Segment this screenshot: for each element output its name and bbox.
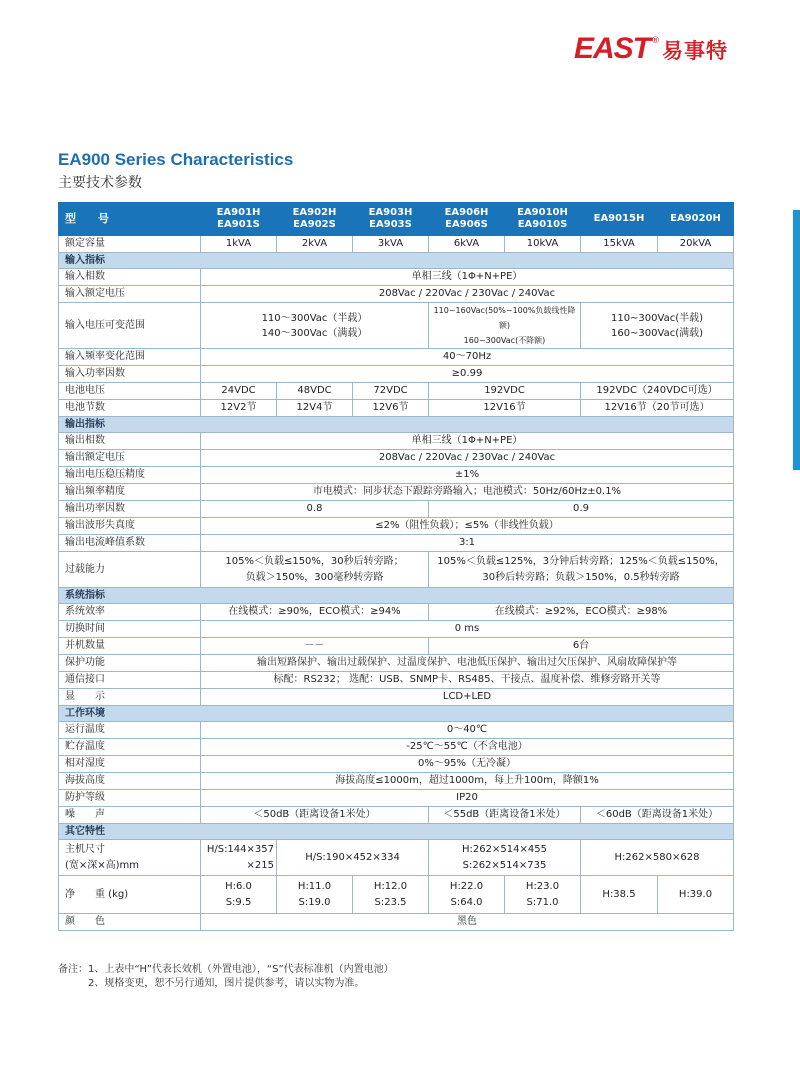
header-model: EA903H EA903S bbox=[353, 203, 429, 236]
table-row bbox=[59, 621, 734, 638]
row-label: 颜 色 bbox=[59, 914, 201, 931]
cell: ≥0.99 bbox=[201, 366, 734, 383]
cell: H:23.0 S:71.0 bbox=[505, 876, 581, 914]
cell: 208Vac / 220Vac / 230Vac / 240Vac bbox=[201, 450, 734, 467]
row-label: 输出频率精度 bbox=[59, 484, 201, 501]
row-label: 输入电压可变范围 bbox=[59, 303, 201, 349]
page-subtitle: 主要技术参数 bbox=[58, 175, 142, 191]
table-row bbox=[59, 756, 734, 773]
page-title: EA900 Series Characteristics bbox=[58, 150, 294, 169]
cell: 110~300Vac(半载) 160~300Vac(满载) bbox=[581, 303, 734, 349]
table-row bbox=[59, 518, 734, 535]
section-title-other: 其它特性 bbox=[59, 824, 734, 840]
cell: 2kVA bbox=[277, 236, 353, 253]
cell: ≤2%（阻性负载）；≤5%（非线性负载） bbox=[201, 518, 734, 535]
row-label: 防护等级 bbox=[59, 790, 201, 807]
row-label: 相对湿度 bbox=[59, 756, 201, 773]
cell: 12V6节 bbox=[353, 400, 429, 417]
cell: 192VDC（240VDC可选） bbox=[581, 383, 734, 400]
cell: ＜50dB（距离设备1米处） bbox=[201, 807, 429, 824]
table-row bbox=[59, 450, 734, 467]
footnote-line: 备注：1、上表中“H”代表长效机（外置电池），“S”代表标准机（内置电池） bbox=[58, 964, 394, 975]
cell: H:11.0 S:19.0 bbox=[277, 876, 353, 914]
cell: ＜60dB（距离设备1米处） bbox=[581, 807, 734, 824]
cell: 72VDC bbox=[353, 383, 429, 400]
cell: 0.9 bbox=[429, 501, 734, 518]
cell: H:39.0 bbox=[658, 876, 734, 914]
footnote-line: 2、规格变更，恕不另行通知，图片提供参考，请以实物为准。 bbox=[58, 978, 365, 989]
row-label: 过载能力 bbox=[59, 552, 201, 588]
section-title-output: 输出指标 bbox=[59, 417, 734, 433]
row-label: 额定容量 bbox=[59, 236, 201, 253]
row-label: 输出波形失真度 bbox=[59, 518, 201, 535]
cell: 24VDC bbox=[201, 383, 277, 400]
table-row bbox=[59, 349, 734, 366]
cell: 12V4节 bbox=[277, 400, 353, 417]
cell: 12V2节 bbox=[201, 400, 277, 417]
row-label: 净 重 (kg) bbox=[59, 876, 201, 914]
header-label: 型 号 bbox=[59, 203, 201, 236]
row-label: 保护功能 bbox=[59, 655, 201, 672]
table-row bbox=[59, 790, 734, 807]
cell: 在线模式：≥92%，ECO模式：≥98% bbox=[429, 604, 734, 621]
cell: H:262×514×455 S:262×514×735 bbox=[429, 840, 581, 876]
cell: 105%＜负载≤125%，3分钟后转旁路；125%＜负载≤150%， 30秒后转旁路；负载＞150%，0.5秒转旁路 bbox=[429, 552, 734, 588]
table-row bbox=[59, 467, 734, 484]
cell: 40～70Hz bbox=[201, 349, 734, 366]
row-label: 系统效率 bbox=[59, 604, 201, 621]
cell: 105%＜负载≤150%，30秒后转旁路； 负载＞150%，300毫秒转旁路 bbox=[201, 552, 429, 588]
row-label: 通信接口 bbox=[59, 672, 201, 689]
cell: 单相三线（1Φ+N+PE） bbox=[201, 269, 734, 286]
cell: H:38.5 bbox=[581, 876, 658, 914]
registered-mark: ® bbox=[651, 36, 660, 46]
cell: H/S:144×357 ×215 bbox=[201, 840, 277, 876]
section-row bbox=[59, 417, 734, 433]
cell: 0～40℃ bbox=[201, 722, 734, 739]
cell: －－ bbox=[201, 638, 429, 655]
row-label: 海拔高度 bbox=[59, 773, 201, 790]
footnotes bbox=[58, 963, 394, 991]
cell: 0.8 bbox=[201, 501, 429, 518]
header-model: EA9020H bbox=[658, 203, 734, 236]
cell: 6kVA bbox=[429, 236, 505, 253]
brand-logo bbox=[574, 34, 728, 64]
cell: 1kVA bbox=[201, 236, 277, 253]
table-row bbox=[59, 552, 734, 588]
table-row bbox=[59, 638, 734, 655]
row-label: 输出额定电压 bbox=[59, 450, 201, 467]
cell: IP20 bbox=[201, 790, 734, 807]
section-row bbox=[59, 253, 734, 269]
table-row bbox=[59, 303, 734, 349]
row-label: 切换时间 bbox=[59, 621, 201, 638]
row-label: 运行温度 bbox=[59, 722, 201, 739]
cell: LCD+LED bbox=[201, 689, 734, 706]
header-model: EA906H EA906S bbox=[429, 203, 505, 236]
edge-tab-decoration bbox=[793, 210, 800, 470]
cell: 110～300Vac（半载） 140～300Vac（满载） bbox=[201, 303, 429, 349]
cell: -25℃～55℃（不含电池） bbox=[201, 739, 734, 756]
table-row bbox=[59, 840, 734, 876]
section-title-system: 系统指标 bbox=[59, 588, 734, 604]
table-row bbox=[59, 773, 734, 790]
cell: 208Vac / 220Vac / 230Vac / 240Vac bbox=[201, 286, 734, 303]
cell: 标配：RS232； 选配：USB、SNMP卡、RS485、干接点、温度补偿、维修旁路开关等 bbox=[201, 672, 734, 689]
table-row bbox=[59, 433, 734, 450]
cell: 12V16节 bbox=[429, 400, 581, 417]
cell: 110~160Vac(50%~100%负载线性降额) 160~300Vac(不降额) bbox=[429, 303, 581, 349]
cell: H:12.0 S:23.5 bbox=[353, 876, 429, 914]
table-header-row bbox=[59, 203, 734, 236]
row-label: 输出电压稳压精度 bbox=[59, 467, 201, 484]
cell: 黑色 bbox=[201, 914, 734, 931]
row-label: 输入功率因数 bbox=[59, 366, 201, 383]
cell: H/S:190×452×334 bbox=[277, 840, 429, 876]
row-label: 输出功率因数 bbox=[59, 501, 201, 518]
section-row bbox=[59, 588, 734, 604]
table-row bbox=[59, 366, 734, 383]
table-row bbox=[59, 484, 734, 501]
row-label: 电池电压 bbox=[59, 383, 201, 400]
table-row bbox=[59, 672, 734, 689]
table-row bbox=[59, 383, 734, 400]
table-row bbox=[59, 655, 734, 672]
table-row bbox=[59, 286, 734, 303]
table-row bbox=[59, 689, 734, 706]
cell: 6台 bbox=[429, 638, 734, 655]
table-row bbox=[59, 400, 734, 417]
header-model: EA902H EA902S bbox=[277, 203, 353, 236]
header-model: EA9010H EA9010S bbox=[505, 203, 581, 236]
brand-chinese-name: 易事特 bbox=[662, 38, 728, 63]
cell: 192VDC bbox=[429, 383, 581, 400]
table-row bbox=[59, 604, 734, 621]
row-label: 并机数量 bbox=[59, 638, 201, 655]
brand-name: EAST bbox=[573, 32, 650, 65]
table-row bbox=[59, 876, 734, 914]
cell: 海拔高度≤1000m，超过1000m，每上升100m，降额1% bbox=[201, 773, 734, 790]
table-row bbox=[59, 739, 734, 756]
cell: 3kVA bbox=[353, 236, 429, 253]
row-label: 主机尺寸 (宽×深×高)mm bbox=[59, 840, 201, 876]
cell: 输出短路保护、输出过载保护、过温度保护、电池低压保护、输出过欠压保护、风扇故障保护等 bbox=[201, 655, 734, 672]
table-row bbox=[59, 722, 734, 739]
section-title-input: 输入指标 bbox=[59, 253, 734, 269]
cell: 单相三线（1Φ+N+PE） bbox=[201, 433, 734, 450]
cell: 3:1 bbox=[201, 535, 734, 552]
header-model: EA901H EA901S bbox=[201, 203, 277, 236]
section-title-environment: 工作环境 bbox=[59, 706, 734, 722]
cell: 10kVA bbox=[505, 236, 581, 253]
cell: 市电模式：同步状态下跟踪旁路输入；电池模式：50Hz/60Hz±0.1% bbox=[201, 484, 734, 501]
section-row bbox=[59, 706, 734, 722]
row-label: 输入相数 bbox=[59, 269, 201, 286]
cell: ＜55dB（距离设备1米处） bbox=[429, 807, 581, 824]
cell: H:6.0 S:9.5 bbox=[201, 876, 277, 914]
row-label: 输入频率变化范围 bbox=[59, 349, 201, 366]
cell: 0 ms bbox=[201, 621, 734, 638]
table-row bbox=[59, 807, 734, 824]
cell: 48VDC bbox=[277, 383, 353, 400]
row-label: 输出相数 bbox=[59, 433, 201, 450]
row-label: 噪 声 bbox=[59, 807, 201, 824]
table-row bbox=[59, 914, 734, 931]
row-label: 输出电流峰值系数 bbox=[59, 535, 201, 552]
cell: 15kVA bbox=[581, 236, 658, 253]
table-row bbox=[59, 236, 734, 253]
table-row bbox=[59, 269, 734, 286]
cell: H:22.0 S:64.0 bbox=[429, 876, 505, 914]
cell: 在线模式：≥90%，ECO模式：≥94% bbox=[201, 604, 429, 621]
table-row bbox=[59, 535, 734, 552]
spec-table bbox=[58, 202, 734, 931]
row-label: 电池节数 bbox=[59, 400, 201, 417]
header-model: EA9015H bbox=[581, 203, 658, 236]
section-row bbox=[59, 824, 734, 840]
cell: 12V16节（20节可选） bbox=[581, 400, 734, 417]
row-label: 显 示 bbox=[59, 689, 201, 706]
cell: 0%～95%（无冷凝） bbox=[201, 756, 734, 773]
cell: H:262×580×628 bbox=[581, 840, 734, 876]
row-label: 输入额定电压 bbox=[59, 286, 201, 303]
row-label: 贮存温度 bbox=[59, 739, 201, 756]
cell: ±1% bbox=[201, 467, 734, 484]
table-row bbox=[59, 501, 734, 518]
cell: 20kVA bbox=[658, 236, 734, 253]
